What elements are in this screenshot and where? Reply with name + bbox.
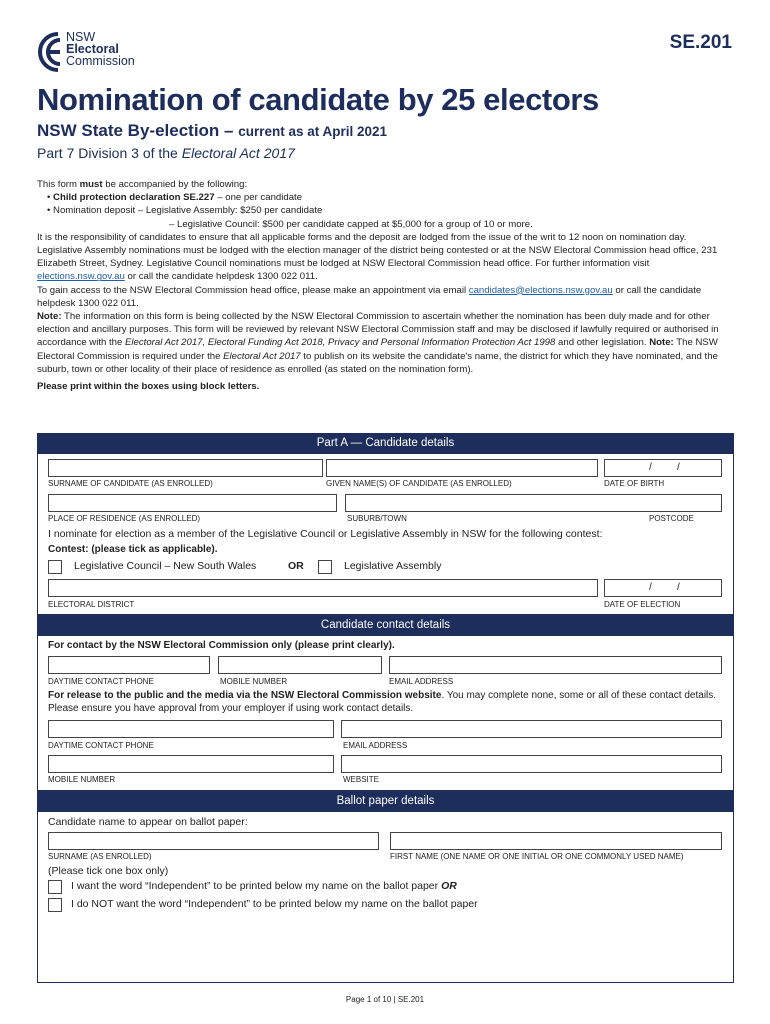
private-contact-heading: For contact by the NSW Electoral Commission only (please print clearly). bbox=[48, 640, 395, 651]
bullet-child-protection: • Child protection declaration SE.227 – one per candidate bbox=[47, 192, 303, 204]
not-independent-label: I do NOT want the word “Independent” to be printed below my name on the ballot paper bbox=[71, 898, 478, 910]
candidates-email-link[interactable]: candidates@elections.nsw.gov.au bbox=[468, 284, 613, 296]
legislative-council-checkbox[interactable] bbox=[48, 560, 62, 574]
ballot-surname-input[interactable] bbox=[48, 832, 379, 850]
residence-input[interactable] bbox=[48, 494, 337, 512]
surname-input[interactable] bbox=[48, 459, 323, 477]
print-instruction: Please print within the boxes using block letters. bbox=[37, 381, 260, 393]
intro-text bbox=[37, 178, 737, 393]
date-of-election-input[interactable] bbox=[604, 579, 722, 597]
private-mobile-input[interactable] bbox=[218, 656, 382, 674]
logo-line-electoral: Electoral bbox=[66, 42, 119, 56]
subtitle-current: current as at April 2021 bbox=[238, 124, 388, 139]
part-ref-act: Electoral Act 2017 bbox=[181, 145, 295, 161]
date-of-birth-input[interactable] bbox=[604, 459, 722, 477]
lodgement-text: Legislative Assembly nominations must be lodged with the election manager of the district being contested or at the NSW Electoral Commission head office, 231 Elizabeth Street, Sydney. Legislative Council nominations must be lodged at NSW Electoral Commission head office. For further information visit elections.nsw.gov.au or call the candidate helpdesk 1300 022 011. bbox=[37, 245, 718, 283]
public-day-phone-label: DAYTIME CONTACT PHONE bbox=[48, 741, 154, 750]
access-text: To gain access to the NSW Electoral Commission head office, please make an appointment via email candidates@elections.nsw.gov.au or call the candidate helpdesk 1300 022 011. bbox=[37, 284, 702, 309]
subtitle-main: NSW State By-election – bbox=[37, 121, 234, 140]
ballot-panel bbox=[37, 791, 734, 983]
responsibility-text: It is the responsibility of candidates to ensure that all applicable forms and the deposit are lodged from the issue of the writ to 12 noon on nomination day. bbox=[37, 231, 687, 243]
independent-label: I want the word “Independent” to be printed below my name on the ballot paper OR bbox=[71, 880, 457, 892]
dob-slash-1: / bbox=[649, 462, 652, 473]
doe-slash-2: / bbox=[677, 582, 680, 593]
legislative-council-label: Legislative Council – New South Wales bbox=[74, 560, 257, 572]
given-names-label: GIVEN NAME(S) OF CANDIDATE (AS ENROLLED) bbox=[326, 479, 512, 488]
logo-text bbox=[66, 31, 135, 67]
ballot-first-name-input[interactable] bbox=[390, 832, 722, 850]
not-independent-checkbox[interactable] bbox=[48, 898, 62, 912]
surname-label: SURNAME OF CANDIDATE (AS ENROLLED) bbox=[48, 479, 213, 488]
public-mobile-input[interactable] bbox=[48, 755, 334, 773]
website-label: WEBSITE bbox=[343, 775, 380, 784]
ballot-surname-label: SURNAME (AS ENROLLED) bbox=[48, 852, 152, 861]
bullet-deposit-lc: – Legislative Council: $500 per candidate capped at $5,000 for a group of 10 or more. bbox=[169, 218, 533, 230]
private-day-phone-input[interactable] bbox=[48, 656, 210, 674]
private-day-phone-label: DAYTIME CONTACT PHONE bbox=[48, 677, 154, 686]
ballot-heading: Ballot paper details bbox=[38, 791, 733, 812]
given-names-input[interactable] bbox=[326, 459, 598, 477]
part-a-heading: Part A — Candidate details bbox=[38, 433, 733, 454]
postcode-label: POSTCODE bbox=[649, 514, 694, 523]
privacy-note: Note: The information on this form is being collected by the NSW Electoral Commission to ascertain whether the nomination has been duly made and for other election and ancillary purposes. This form will be reviewed by relevant NSW Electoral Commission staff and may be disclosed if lawfully required or authorised in accordance with the Electoral Act 2017, Electoral Funding Act 2018, Privacy and Personal Information Protection Act 1998 and other legislation. Note: The NSW Electoral Commission is required under the Electoral Act 2017 to publish on its website the candidate's name, the district for which they have nominated, and the suburb, town or other locality of their place of residence as enrolled (as stated on the nomination form). bbox=[37, 311, 719, 375]
legislation-reference bbox=[37, 145, 295, 161]
private-mobile-label: MOBILE NUMBER bbox=[220, 677, 288, 686]
elections-website-link[interactable]: elections.nsw.gov.au bbox=[37, 271, 125, 283]
dob-label: DATE OF BIRTH bbox=[604, 479, 665, 488]
bullet-deposit: • Nomination deposit – Legislative Assembly: $250 per candidate bbox=[47, 205, 323, 217]
doe-slash-1: / bbox=[649, 582, 652, 593]
residence-label: PLACE OF RESIDENCE (AS ENROLLED) bbox=[48, 514, 201, 523]
contact-panel bbox=[37, 615, 734, 791]
accompany-text: This form must be accompanied by the following: bbox=[37, 179, 248, 190]
electoral-district-label: ELECTORAL DISTRICT bbox=[48, 600, 135, 609]
logo-line-commission: Commission bbox=[66, 54, 135, 68]
or-label: OR bbox=[288, 560, 304, 572]
public-day-phone-input[interactable] bbox=[48, 720, 334, 738]
legislative-assembly-label: Legislative Assembly bbox=[344, 560, 442, 572]
suburb-postcode-input[interactable] bbox=[345, 494, 722, 512]
ballot-first-name-label: FIRST NAME (ONE NAME OR ONE INITIAL OR ONE COMMONLY USED NAME) bbox=[390, 852, 684, 861]
public-email-input[interactable] bbox=[341, 720, 722, 738]
website-input[interactable] bbox=[341, 755, 722, 773]
suburb-label: SUBURB/TOWN bbox=[347, 514, 407, 523]
contact-heading: Candidate contact details bbox=[38, 615, 733, 636]
page-subtitle bbox=[37, 121, 387, 141]
private-email-label: EMAIL ADDRESS bbox=[389, 677, 454, 686]
nominate-statement: I nominate for election as a member of the Legislative Council or Legislative Assembly in NSW for the following contest: bbox=[48, 528, 603, 540]
public-email-label: EMAIL ADDRESS bbox=[343, 741, 408, 750]
dob-slash-2: / bbox=[677, 462, 680, 473]
contest-label: Contest: (please tick as applicable). bbox=[48, 544, 218, 555]
part-ref-prefix: Part 7 Division 3 of the bbox=[37, 145, 182, 161]
date-of-election-label: DATE OF ELECTION bbox=[604, 600, 681, 609]
public-contact-heading: For release to the public and the media via the NSW Electoral Commission website. You may complete none, some or all of these contact details. Please ensure you have approval from your employer if using work contact details. bbox=[48, 690, 717, 714]
public-mobile-label: MOBILE NUMBER bbox=[48, 775, 116, 784]
page-title: Nomination of candidate by 25 electors bbox=[37, 82, 599, 117]
page-footer: Page 1 of 10 | SE.201 bbox=[345, 995, 425, 1004]
private-email-input[interactable] bbox=[389, 656, 722, 674]
electoral-district-input[interactable] bbox=[48, 579, 598, 597]
legislative-assembly-checkbox[interactable] bbox=[318, 560, 332, 574]
independent-checkbox[interactable] bbox=[48, 880, 62, 894]
part-a-panel bbox=[37, 433, 734, 615]
tick-one-instruction: (Please tick one box only) bbox=[48, 865, 169, 877]
form-code: SE.201 bbox=[669, 32, 732, 53]
ballot-name-prompt: Candidate name to appear on ballot paper: bbox=[48, 816, 248, 828]
logo-line-nsw: NSW bbox=[66, 30, 96, 44]
